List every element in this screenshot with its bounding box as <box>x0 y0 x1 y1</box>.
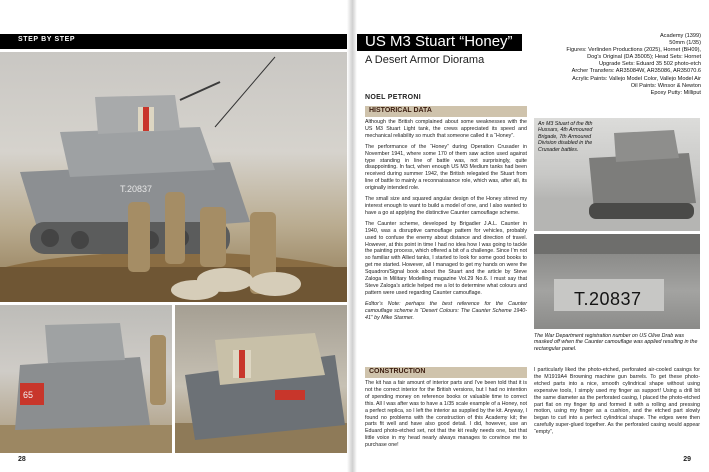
page-number-left: 28 <box>18 456 26 463</box>
detail-rear-illustration <box>175 305 347 453</box>
body-paragraph: I particularly liked the photo-etched, perforated air-cooled casings for the M1919A4 Browning machine gun barrels. To get these photo-etched parts into a nice, smooth cylindrical shape without using expensive tools, I simply used my finger as support! Using a drill bit the same diameter as the perforated casing, I placed the photo-etched part flat on my finger tip and formed it with a rolling and pressing motion, using my finger as a cushion, and the etched part slowly began to curl into a perfect cylindrical shape. The edges were then carefully super-glued together. As the perforated casing would appear “empty”, <box>534 367 700 436</box>
detail-front-illustration <box>0 305 172 453</box>
body-paragraph: Although the British complained about some weaknesses with the US M3 Stuart Light tank, the crews appreciated its speed and mechanical reliability so much that someone called it a “Honey”. <box>365 119 527 139</box>
detail-photo-front <box>0 305 172 453</box>
detail-tank-number: 65 <box>23 390 34 400</box>
spec-line: Epoxy Putty: Milliput <box>650 89 701 96</box>
kit-specs <box>501 33 701 97</box>
photo-caption-1: An M3 Stuart of the 8th Hussars, 4th Armoured Brigade, 7th Armoured Division disabled in the Crusader battles. <box>538 121 593 153</box>
registration-number: T.20837 <box>574 289 642 309</box>
article-author: NOEL PETRONI <box>365 94 421 101</box>
diorama-illustration <box>0 52 347 302</box>
left-page <box>0 0 347 472</box>
right-page <box>357 0 709 472</box>
section-header-bar <box>0 34 347 49</box>
diorama-main-photo <box>0 52 347 302</box>
body-paragraph: The Caunter scheme, developed by Brigadier J.A.L. Caunter in 1940, was a disruptive camouflage pattern for vehicles, probably used to confuse the enemy about distance and direction of travel. However, at this point in time I had no idea how I was going to tackle the painting process, which offered a bit of a challenge. Since I’m not so familiar with Allied tanks, I started to look for some good books to get me started. However, all I managed to get my hands on were the Squadron/Signal book about the Stuart and the article by Steve Zaloga in Military Modelling magazine Vol.29 No.6. I must say that Steve Zaloga’s article helped me a lot to determine what colours and pattern were used regarding Caunter camouflage. <box>365 220 527 296</box>
spec-line: Oil Paints: Winsor & Newton <box>630 82 701 89</box>
spec-line: Academy (1399) <box>659 33 701 39</box>
editor-note: Editor’s Note: perhaps the best reference for the Caunter camouflage scheme is “Desert Colours: The Caunter Scheme 1940-41” by Mike Starmer. <box>365 300 527 321</box>
section-label: STEP BY STEP <box>18 36 76 43</box>
body-paragraph: The performance of the “Honey” during Operation Crusader in November 1941, where some 170 of them saw action used against type standing in line of battle was, not surprisingly, quite disappointing. In fact, when enough US M3 Medium tanks had been received during summer 1942, the British relegated the Stuart from line of battle to mainly a reconnaissance role, which was, after all, its originally intended role. <box>365 143 527 192</box>
spec-line: Figures: Verlinden Productions (2025), Hornet (BH09), <box>566 47 701 54</box>
detail-photo-rear <box>175 305 347 453</box>
archive-photo-registration <box>534 234 700 329</box>
article-subtitle: A Desert Armor Diorama <box>365 54 485 66</box>
historical-body <box>365 119 527 325</box>
historical-data-heading <box>365 106 527 117</box>
body-paragraph: The kit has a fair amount of interior parts and I’ve been told that it is not the correct interior for the British versions, but I had no intention of spending money on reference books or valuable time to correct this. All I was after was to have a 1/35 scale example of a Honey, not a perfect replica, so I left the interior as supplied by the kit. Anyway, I found no problems with the construction of this Academy kit; the parts fit well and have also good detail. I did, however, use an Eduard photo-etched set, not that the kit really needs one, but that little voice in my head nearly always manages to convince me to purchase one! <box>365 380 527 449</box>
article-title: US M3 Stuart “Honey” <box>365 33 513 50</box>
construction-body-col2 <box>534 367 700 436</box>
spec-line: Dog's Original (DA 35005); Head Sets: Hornet <box>587 54 701 61</box>
construction-heading <box>365 367 527 378</box>
article-title-bar <box>357 34 522 51</box>
archive-photo-2-illustration <box>534 234 700 329</box>
historical-heading-text: HISTORICAL DATA <box>369 107 432 114</box>
spec-line: 50mm (1/35) <box>669 40 701 47</box>
page-number-right: 29 <box>683 456 691 463</box>
construction-body <box>365 380 527 462</box>
photo-caption-2: The War Department registration number on US Olive Drab was masked off when the Caunter camouflage was applied resulting in the rectangular panel. <box>534 333 698 352</box>
spec-line: Upgrade Sets: Eduard 35 502 photo-etch <box>598 61 701 68</box>
spec-line: Acrylic Paints: Vallejo Model Color, Vallejo Model Air <box>572 75 701 82</box>
construction-heading-text: CONSTRUCTION <box>369 368 426 375</box>
body-paragraph: The small size and squared angular design of the Honey stirred my interest enough to want to build a model of one, and I also wanted to have a go at applying the distinctive Caunter camouflage scheme. <box>365 196 527 216</box>
spec-line: Archer Transfers: AR35084W, AR35086, AR35070.6 <box>571 68 701 75</box>
hero-tank-serial: T.20837 <box>120 184 153 194</box>
page-gutter <box>347 0 357 472</box>
